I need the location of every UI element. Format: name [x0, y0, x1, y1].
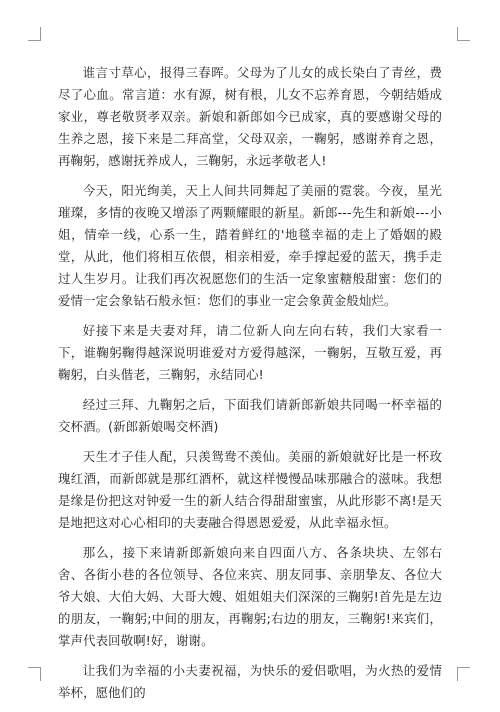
paragraph: 让我们为幸福的小夫妻祝福，为快乐的爱侣歌唱，为火热的爱情举杯，愿他们的	[58, 663, 442, 700]
document-body	[58, 62, 442, 712]
paragraph: 好接下来是夫妻对拜，请二位新人向左向右转，我们大家看一下，谁鞠躬鞠得越深说明谁爱对方爱得越深，一鞠躬，互敬互爱，再鞠躬，白头偕老，三鞠躬，永结同心!	[58, 323, 442, 382]
paragraph: 谁言寸草心，报得三春晖。父母为了儿女的成长染白了青丝，费尽了心血。常言道：水有源，树有根，儿女不忘养育恩，今朝结婚成家业，尊老敬贤孝双亲。新娘和新郎如今已成家，真的要感谢父母的生养之恩，接下来是二拜高堂，父母双亲，一鞠躬，感谢养育之恩，再鞠躬，感谢抚养成人，三鞠躬，永远孝敬老人!	[58, 65, 442, 168]
paragraph: 那么，接下来请新郎新娘向来自四面八方、各条块块、左邻右舍、各街小巷的各位领导、各位来宾、朋友同事、亲朋挚友、各位大爷大娘、大伯大妈、大哥大嫂、姐姐姐夫们深深的三鞠躬!首先是左边的朋友，一鞠躬;中间的朋友，再鞠躬;右边的朋友，三鞠躬!来宾们，掌声代表回敬啊!好，谢谢。	[58, 545, 442, 648]
paragraph: 经过三拜、九鞠躬之后，下面我们请新郎新娘共同喝一杯幸福的交杯酒。(新郎新娘喝交杯酒)	[58, 397, 442, 434]
paragraph: 天生才子佳人配，只羡鸳鸯不羡仙。美丽的新娘就好比是一杯玫瑰红酒，而新郎就是那红酒杯，就这样慢慢品味那融合的滋味。我想是缘是份把这对钟爱一生的新人结合得甜甜蜜蜜，从此形影不离!是天是地把这对心心相印的夫妻融合得恩恩爱爱，从此幸福永恒。	[58, 449, 442, 530]
paragraph: 今天，阳光绚美，天上人间共同舞起了美丽的霓裳。今夜，星光璀璨，多情的夜晚又增添了两颗耀眼的新星。新郎---先生和新娘---小姐，情牵一线，心系一生，踏着鲜红的'地毯幸福的走上了婚姻的殿堂，从此，他们将相互依偎，相亲相爱，牵手撑起爱的蓝天，携手走过人生岁月。让我们再次祝愿您们的生活一定象蜜糖般甜蜜：您们的爱情一定会象钻石般永恒：您们的事业一定会象黄金般灿烂。	[58, 183, 442, 308]
